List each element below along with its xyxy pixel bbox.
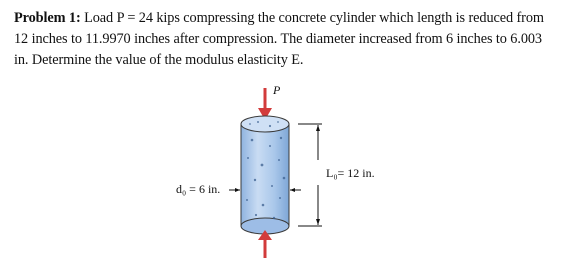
diameter-label: d₀ = 6 in.	[176, 182, 221, 196]
problem-label: Problem 1:	[14, 10, 81, 26]
load-arrow-top	[258, 88, 272, 120]
concrete-cylinder	[241, 116, 289, 234]
length-indicator	[298, 124, 322, 226]
load-label: P	[273, 83, 281, 97]
problem-text: Load P = 24 kips compressing the concrete cylinder which length is reduced from 12 inches to 11.9970 inches after compression. The diameter increased from 6 inches to 6.003 in. Determine the value of the modulus elasticity E.	[14, 10, 544, 68]
length-label: L₀= 12 in.	[326, 166, 375, 180]
